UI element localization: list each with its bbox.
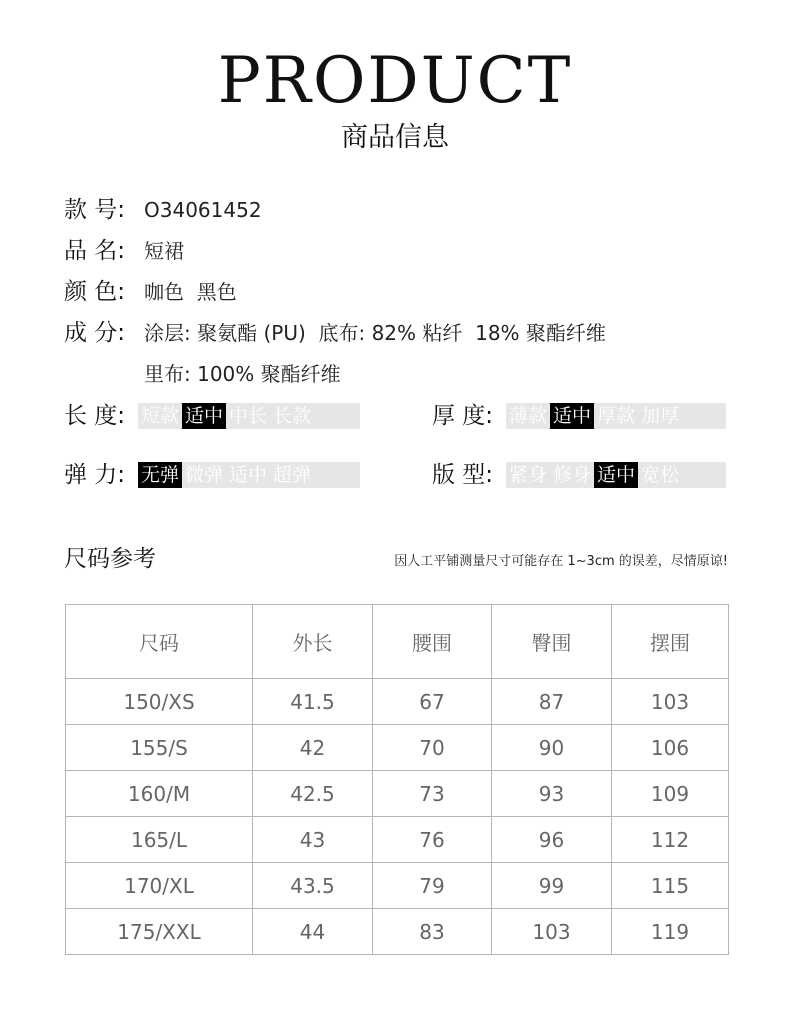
- info-value: 里布: 100% 聚酯纤维: [144, 362, 341, 386]
- table-header-cell: 外长: [253, 605, 373, 679]
- info-label: 款 号:: [64, 197, 126, 223]
- table-cell: 90: [492, 725, 612, 771]
- table-header-cell: 尺码: [66, 605, 253, 679]
- table-cell: 44: [253, 909, 373, 955]
- info-value: 短裙: [144, 239, 184, 263]
- table-cell: 70: [373, 725, 492, 771]
- page-title: PRODUCT: [217, 44, 573, 118]
- scale-fit: [432, 461, 726, 489]
- scale-options: [138, 403, 360, 429]
- scale-option: 长款: [270, 403, 314, 429]
- table-cell: 67: [373, 679, 492, 725]
- info-label: 成 分:: [64, 320, 126, 346]
- scale-option: 适中: [182, 403, 226, 429]
- table-cell: 150/XS: [66, 679, 253, 725]
- table-cell: 73: [373, 771, 492, 817]
- scale-label: 厚 度:: [432, 403, 494, 429]
- table-row: [66, 771, 729, 817]
- table-row: [66, 679, 729, 725]
- info-row-lining: [64, 360, 341, 388]
- table-cell: 87: [492, 679, 612, 725]
- table-cell: 112: [612, 817, 729, 863]
- size-reference-note: 因人工平铺测量尺寸可能存在 1~3cm 的误差，尽情原谅!: [394, 554, 728, 569]
- table-cell: 175/XXL: [66, 909, 253, 955]
- table-cell: 103: [612, 679, 729, 725]
- table-cell: 160/M: [66, 771, 253, 817]
- table-cell: 170/XL: [66, 863, 253, 909]
- table-header-row: [66, 605, 729, 679]
- table-cell: 96: [492, 817, 612, 863]
- table-cell: 106: [612, 725, 729, 771]
- table-row: [66, 909, 729, 955]
- scale-label: 版 型:: [432, 462, 494, 488]
- table-cell: 42: [253, 725, 373, 771]
- info-label: 颜 色:: [64, 279, 126, 305]
- scale-length: [64, 402, 360, 430]
- scale-label: 长 度:: [64, 403, 126, 429]
- info-value: 咖色 黑色: [144, 280, 237, 304]
- scale-options: [506, 403, 726, 429]
- scale-option: 厚款: [594, 403, 638, 429]
- table-row: [66, 725, 729, 771]
- table-cell: 115: [612, 863, 729, 909]
- scale-option: 短款: [138, 403, 182, 429]
- table-cell: 155/S: [66, 725, 253, 771]
- scale-option: 无弹: [138, 462, 182, 488]
- scale-option: 适中: [594, 462, 638, 488]
- scale-option: 适中: [550, 403, 594, 429]
- table-cell: 99: [492, 863, 612, 909]
- table-row: [66, 817, 729, 863]
- scale-option: 超弹: [270, 462, 314, 488]
- scale-option: 中长: [226, 403, 270, 429]
- table-cell: 43: [253, 817, 373, 863]
- table-cell: 93: [492, 771, 612, 817]
- info-value: 涂层: 聚氨酯 (PU) 底布: 82% 粘纤 18% 聚酯纤维: [144, 321, 606, 345]
- scale-option: 紧身: [506, 462, 550, 488]
- table-cell: 79: [373, 863, 492, 909]
- scale-options: [138, 462, 360, 488]
- table-cell: 103: [492, 909, 612, 955]
- scale-option: 薄款: [506, 403, 550, 429]
- info-row-product-name: [64, 237, 184, 265]
- table-cell: 109: [612, 771, 729, 817]
- info-row-style-no: [64, 196, 262, 224]
- table-cell: 165/L: [66, 817, 253, 863]
- info-row-color: [64, 278, 237, 306]
- size-reference-title: 尺码参考: [64, 546, 156, 572]
- scale-options: [506, 462, 726, 488]
- scale-option: 修身: [550, 462, 594, 488]
- scale-option: 微弹: [182, 462, 226, 488]
- scale-option: 加厚: [638, 403, 682, 429]
- scale-elasticity: [64, 461, 360, 489]
- info-row-material: [64, 319, 606, 347]
- info-label: [64, 360, 144, 388]
- table-cell: 42.5: [253, 771, 373, 817]
- table-cell: 83: [373, 909, 492, 955]
- page-subtitle: 商品信息: [341, 122, 449, 153]
- scale-thickness: [432, 402, 726, 430]
- scale-label: 弹 力:: [64, 462, 126, 488]
- table-row: [66, 863, 729, 909]
- info-label: 品 名:: [64, 238, 126, 264]
- table-cell: 43.5: [253, 863, 373, 909]
- table-cell: 41.5: [253, 679, 373, 725]
- table-header-cell: 摆围: [612, 605, 729, 679]
- table-header-cell: 腰围: [373, 605, 492, 679]
- table-cell: 76: [373, 817, 492, 863]
- info-value: O34061452: [144, 198, 262, 222]
- scale-option: 宽松: [638, 462, 682, 488]
- scale-option: 适中: [226, 462, 270, 488]
- table-cell: 119: [612, 909, 729, 955]
- size-table: [65, 604, 729, 955]
- table-header-cell: 臀围: [492, 605, 612, 679]
